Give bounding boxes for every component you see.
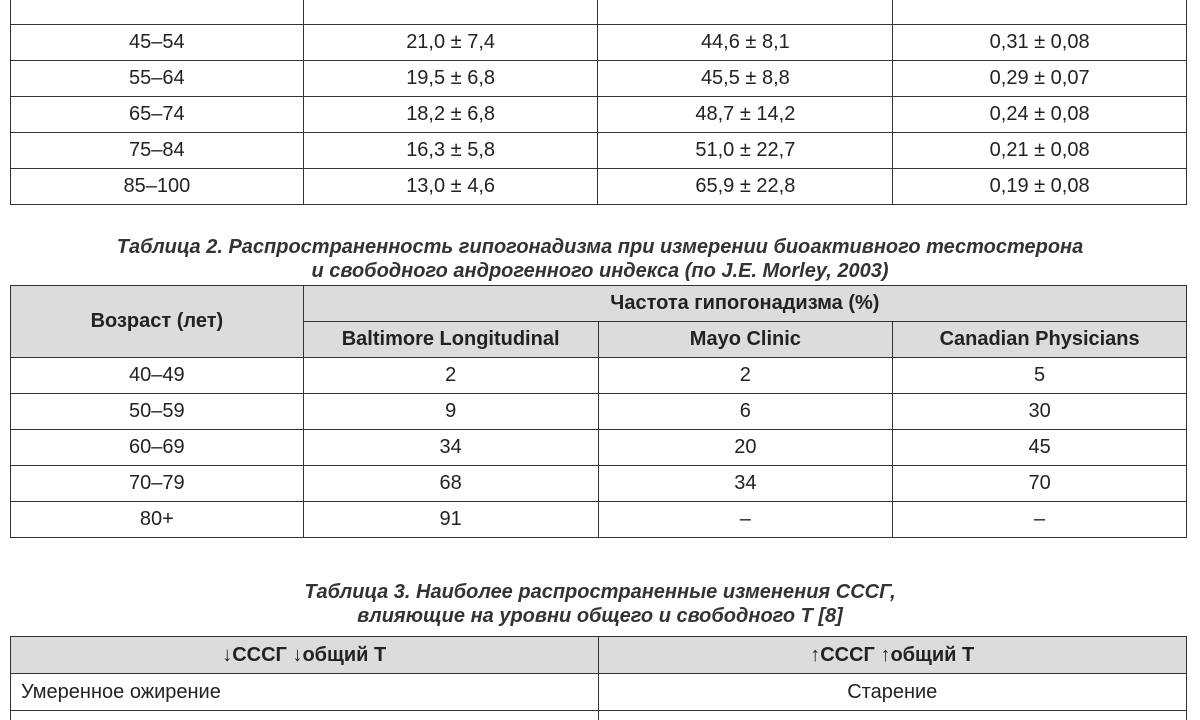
table-cell: 65–74 (11, 97, 304, 133)
column-header-mayo: Mayo Clinic (598, 322, 893, 358)
table-row (11, 61, 1187, 97)
table-cell: 65,9 ± 22,8 (598, 169, 893, 205)
table-cell: 70 (893, 466, 1187, 502)
column-header-decreased: ↓СССГ ↓общий Т (11, 637, 599, 674)
table-cell: 55–64 (11, 61, 304, 97)
table-cell (11, 711, 599, 720)
table-cell: 45 (893, 430, 1187, 466)
table-cell: 34 (598, 466, 893, 502)
table-cell: 16,3 ± 5,8 (303, 133, 598, 169)
table-cell: 45,5 ± 8,8 (598, 61, 893, 97)
table-cell (598, 711, 1187, 720)
table-cell (11, 0, 304, 25)
caption-line: влияющие на уровни общего и свободного Т [8] (357, 605, 843, 627)
table-row (11, 394, 1187, 430)
table-row (11, 358, 1187, 394)
table-row (11, 133, 1187, 169)
table-cell: – (598, 502, 893, 538)
table-header-row (11, 637, 1187, 674)
table-cell: 70–79 (11, 466, 304, 502)
table-cell: 0,24 ± 0,08 (893, 97, 1187, 133)
table-cell: 44,6 ± 8,1 (598, 25, 893, 61)
table-cell: 0,29 ± 0,07 (893, 61, 1187, 97)
table-1 (10, 0, 1187, 205)
table-cell: 80+ (11, 502, 304, 538)
table-cell (598, 0, 893, 25)
table-cell: 75–84 (11, 133, 304, 169)
table-cell: 85–100 (11, 169, 304, 205)
table-row (11, 711, 1187, 720)
table-cell: 9 (303, 394, 598, 430)
table-cell: 21,0 ± 7,4 (303, 25, 598, 61)
table-3 (10, 636, 1187, 720)
table-cell: Умеренное ожирение (11, 674, 599, 711)
table-cell: 2 (303, 358, 598, 394)
table-cell: 34 (303, 430, 598, 466)
table-cell: 40–49 (11, 358, 304, 394)
table-row (11, 169, 1187, 205)
table-cell: 48,7 ± 14,2 (598, 97, 893, 133)
table-cell: 68 (303, 466, 598, 502)
table-cell: Старение (598, 674, 1187, 711)
table-cell: – (893, 502, 1187, 538)
table-cell: 5 (893, 358, 1187, 394)
table-cell: 0,31 ± 0,08 (893, 25, 1187, 61)
table-2 (10, 285, 1187, 538)
table-cell: 51,0 ± 22,7 (598, 133, 893, 169)
table-cell: 45–54 (11, 25, 304, 61)
table-cell: 6 (598, 394, 893, 430)
table-header-row (11, 286, 1187, 322)
table-row (11, 502, 1187, 538)
table-cell: 19,5 ± 6,8 (303, 61, 598, 97)
table-row (11, 97, 1187, 133)
table-cell: 13,0 ± 4,6 (303, 169, 598, 205)
table-cell: 18,2 ± 6,8 (303, 97, 598, 133)
table-cell: 91 (303, 502, 598, 538)
table-row (11, 430, 1187, 466)
age-header: Возраст (лет) (11, 286, 304, 358)
table-cell (893, 0, 1187, 25)
caption-line: Таблица 3. Наиболее распространенные изменения СССГ, (304, 581, 896, 603)
table-cell: 20 (598, 430, 893, 466)
column-header-canadian: Canadian Physicians (893, 322, 1187, 358)
column-header-baltimore: Baltimore Longitudinal (303, 322, 598, 358)
table-cell: 50–59 (11, 394, 304, 430)
table-cell: 30 (893, 394, 1187, 430)
caption-line: и свободного андрогенного индекса (по J.E. Morley, 2003) (311, 260, 889, 282)
column-header-increased: ↑СССГ ↑общий Т (598, 637, 1187, 674)
table-3-caption (0, 580, 1200, 628)
table-cell: 2 (598, 358, 893, 394)
caption-line: Таблица 2. Распространенность гипогонадизма при измерении биоактивного тестостерона (116, 236, 1084, 258)
table-row (11, 674, 1187, 711)
table-cell: 60–69 (11, 430, 304, 466)
table-cell: 0,19 ± 0,08 (893, 169, 1187, 205)
table-cell (303, 0, 598, 25)
table-row (11, 466, 1187, 502)
table-cell: 0,21 ± 0,08 (893, 133, 1187, 169)
table-2-caption (0, 235, 1200, 283)
frequency-header: Частота гипогонадизма (%) (303, 286, 1186, 322)
table-row (11, 0, 1187, 25)
table-row (11, 25, 1187, 61)
